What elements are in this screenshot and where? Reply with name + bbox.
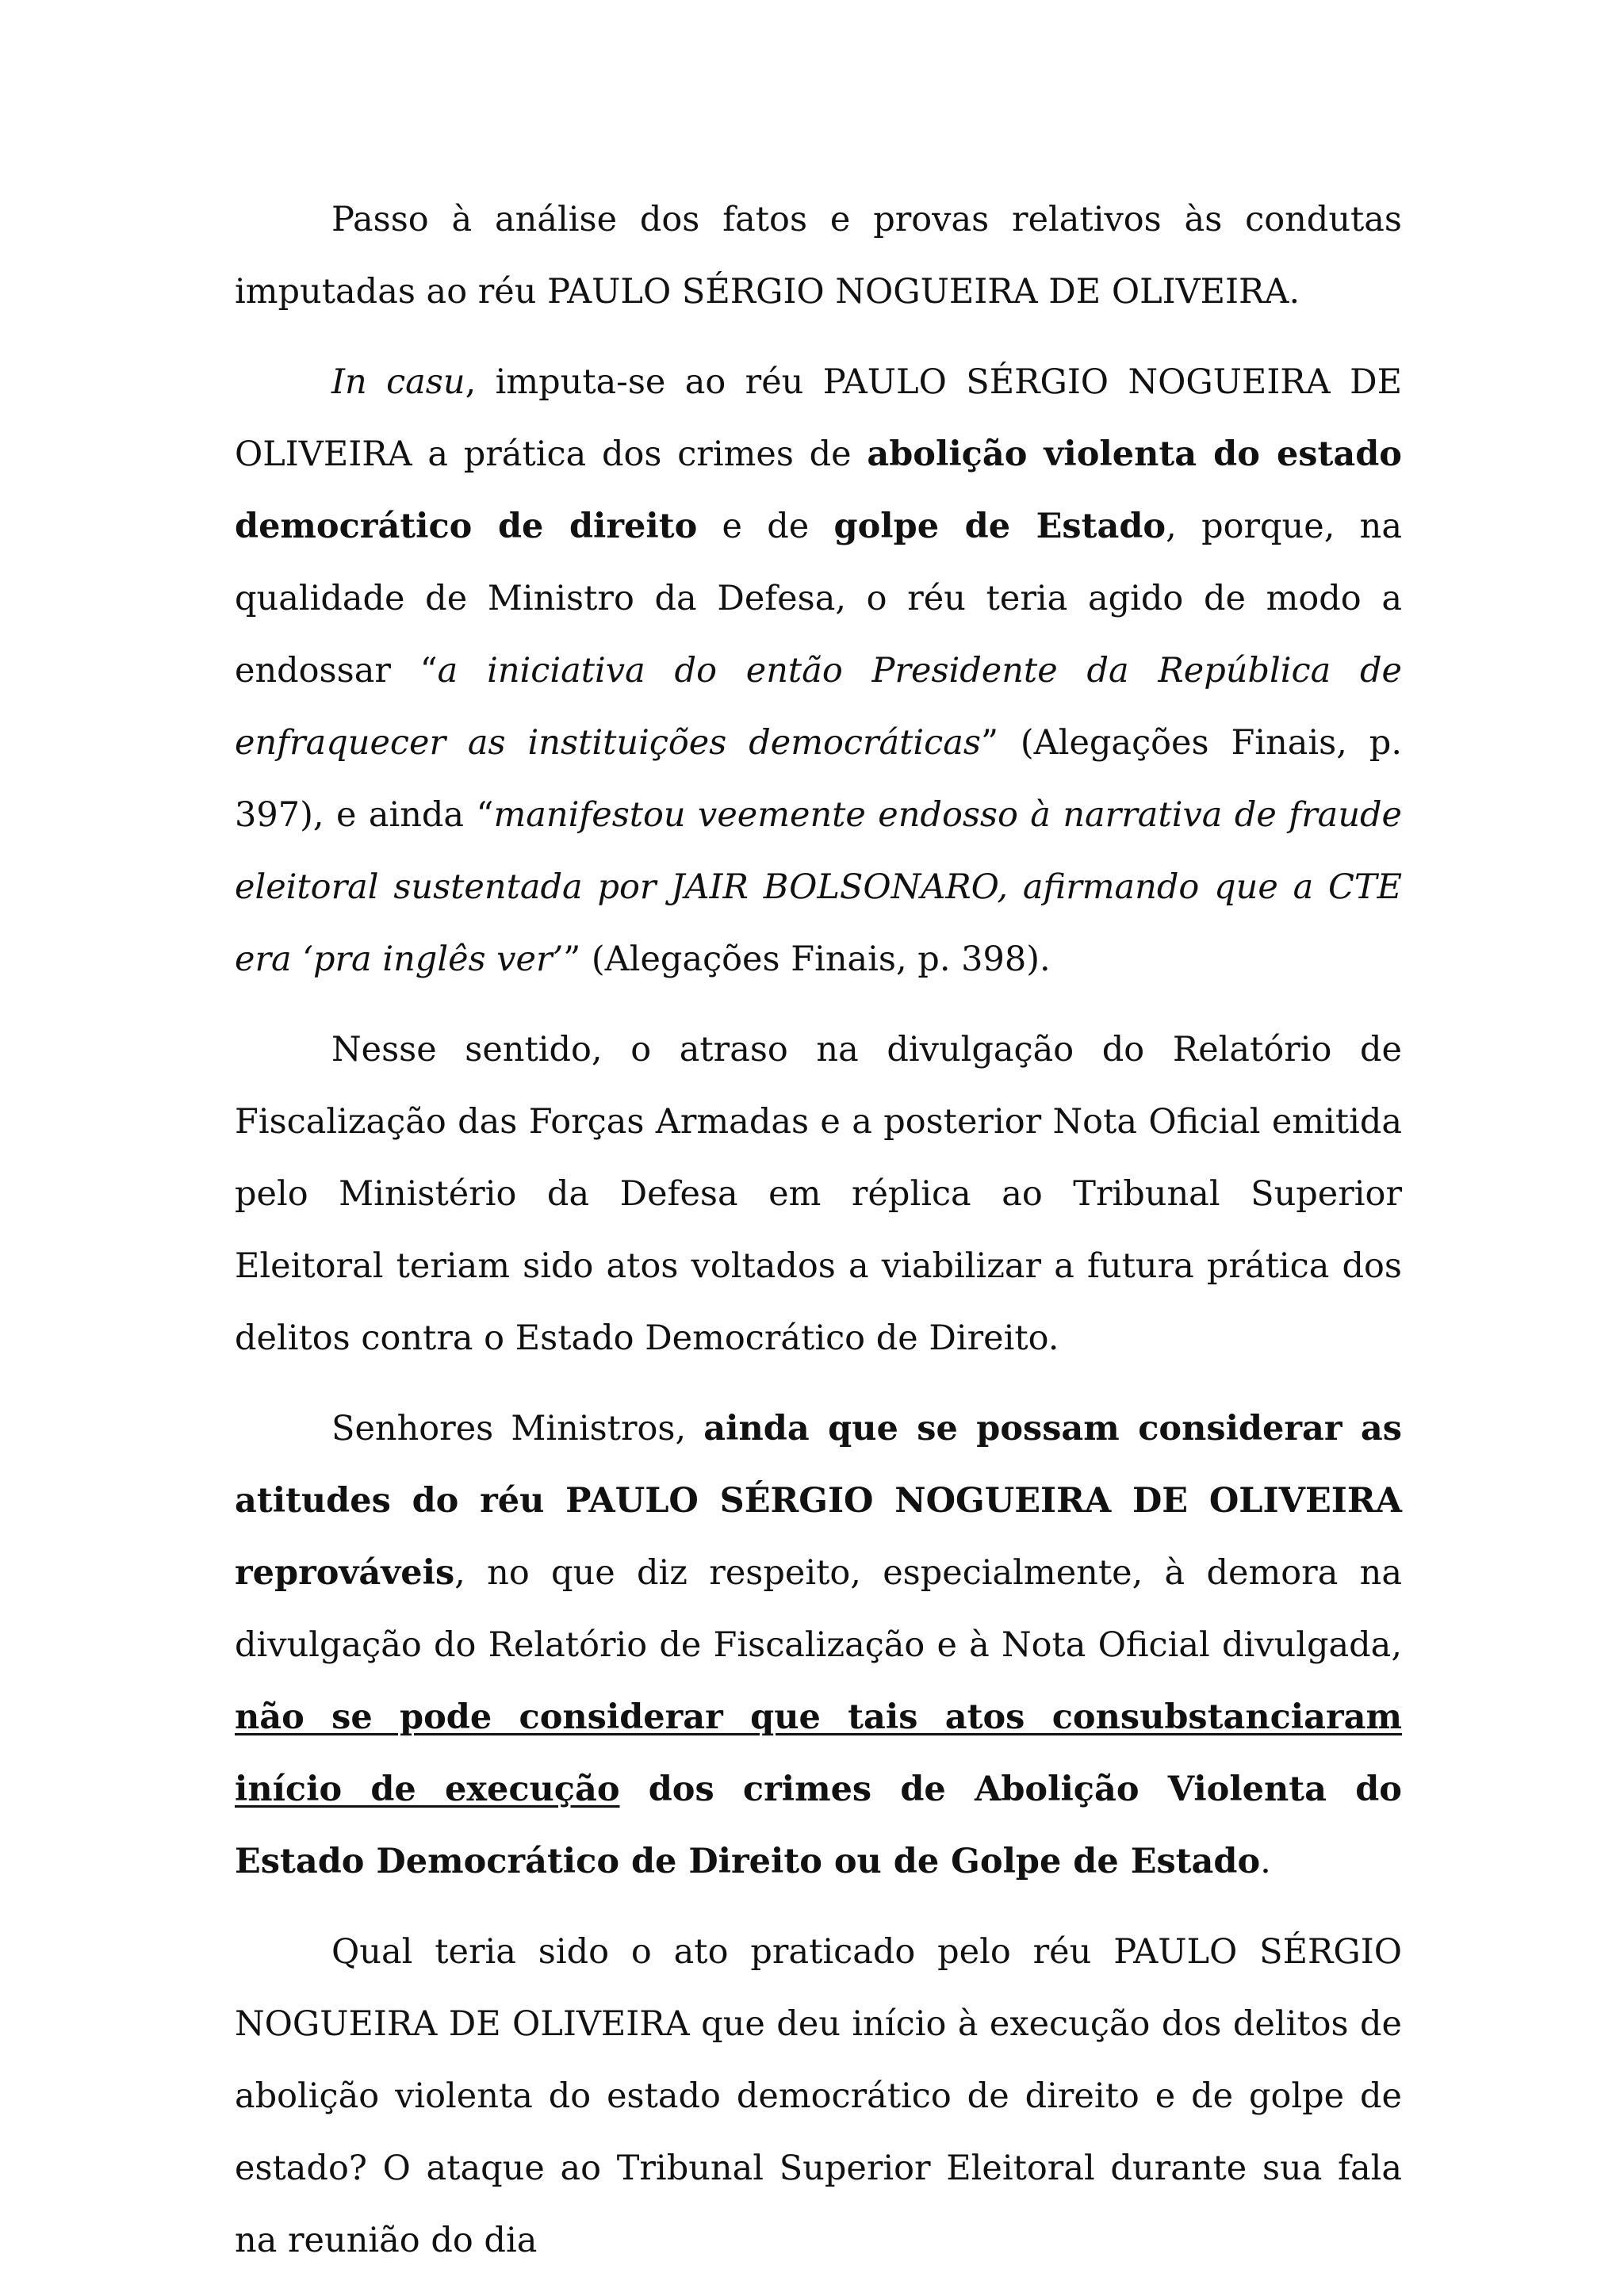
document-body	[235, 184, 1402, 2277]
paragraph-text: Qual teria sido o ato praticado pelo réu PAULO SÉRGIO NOGUEIRA DE OLIVEIRA que deu início à execução dos delitos de abolição violenta do estado democrático de direito e de golpe de estado? O ataque ao Tribunal Superior Eleitoral durante sua fala na reunião do dia	[235, 1932, 1402, 2260]
paragraph-text: Passo à análise dos fatos e provas relativos às condutas imputadas ao réu PAULO SÉRGIO NOGUEIRA DE OLIVEIRA.	[235, 200, 1402, 312]
crime-name: golpe de Estado	[833, 507, 1166, 546]
emphasis-text: dos crimes de Abolição Violenta do Estado Democrático de Direito ou de Golpe de Estado	[235, 1770, 1402, 1881]
crime-name: abolição violenta do estado democrático de direito	[235, 434, 1402, 546]
paragraph-text: , imputa-se ao réu PAULO SÉRGIO NOGUEIRA DE OLIVEIRA a prática dos crimes de	[235, 362, 1402, 474]
paragraph-text: , porque, na qualidade de Ministro da Defesa, o réu teria agido de modo a endossar “	[235, 507, 1402, 691]
paragraph-text: Nesse sentido, o atraso na divulgação do Relatório de Fiscalização das Forças Armadas e a posterior Nota Oficial emitida pelo Ministério da Defesa em réplica ao Tribunal Superior Eleitoral teriam sido atos voltados a viabilizar a futura prática dos delitos contra o Estado Democrático de Direito.	[235, 1030, 1402, 1358]
citation: ” (Alegações Finais, p. 398).	[563, 939, 1051, 979]
paragraph-5	[235, 1916, 1402, 2277]
latin-phrase: In casu	[331, 362, 465, 402]
citation: ” (Alegações Finais, p. 397), e ainda “	[235, 723, 1402, 835]
paragraph-1	[235, 184, 1402, 328]
quotation: manifestou veemente endosso à narrativa de fraude eleitoral sustentada por JAIR BOLSONARO, afirmando que a CTE era ‘pra inglês ver’	[235, 795, 1402, 979]
paragraph-text: .	[1260, 1842, 1271, 1881]
emphasis-text: ainda que se possam considerar as atitudes do réu PAULO SÉRGIO NOGUEIRA DE OLIVEIRA reprováveis	[235, 1409, 1403, 1593]
quotation: a iniciativa do então Presidente da República de enfraquecer as instituições democráticas	[235, 651, 1402, 763]
paragraph-2	[235, 346, 1402, 996]
paragraph-text: Senhores Ministros,	[331, 1409, 704, 1448]
paragraph-text: , no que diz respeito, especialmente, à demora na divulgação do Relatório de Fiscalização e à Nota Oficial divulgada,	[235, 1553, 1402, 1665]
paragraph-3	[235, 1014, 1402, 1375]
underlined-emphasis: não se pode considerar que tais atos consubstanciaram início de execução	[235, 1697, 1402, 1809]
paragraph-text: e de	[697, 507, 834, 546]
paragraph-4	[235, 1393, 1402, 1898]
